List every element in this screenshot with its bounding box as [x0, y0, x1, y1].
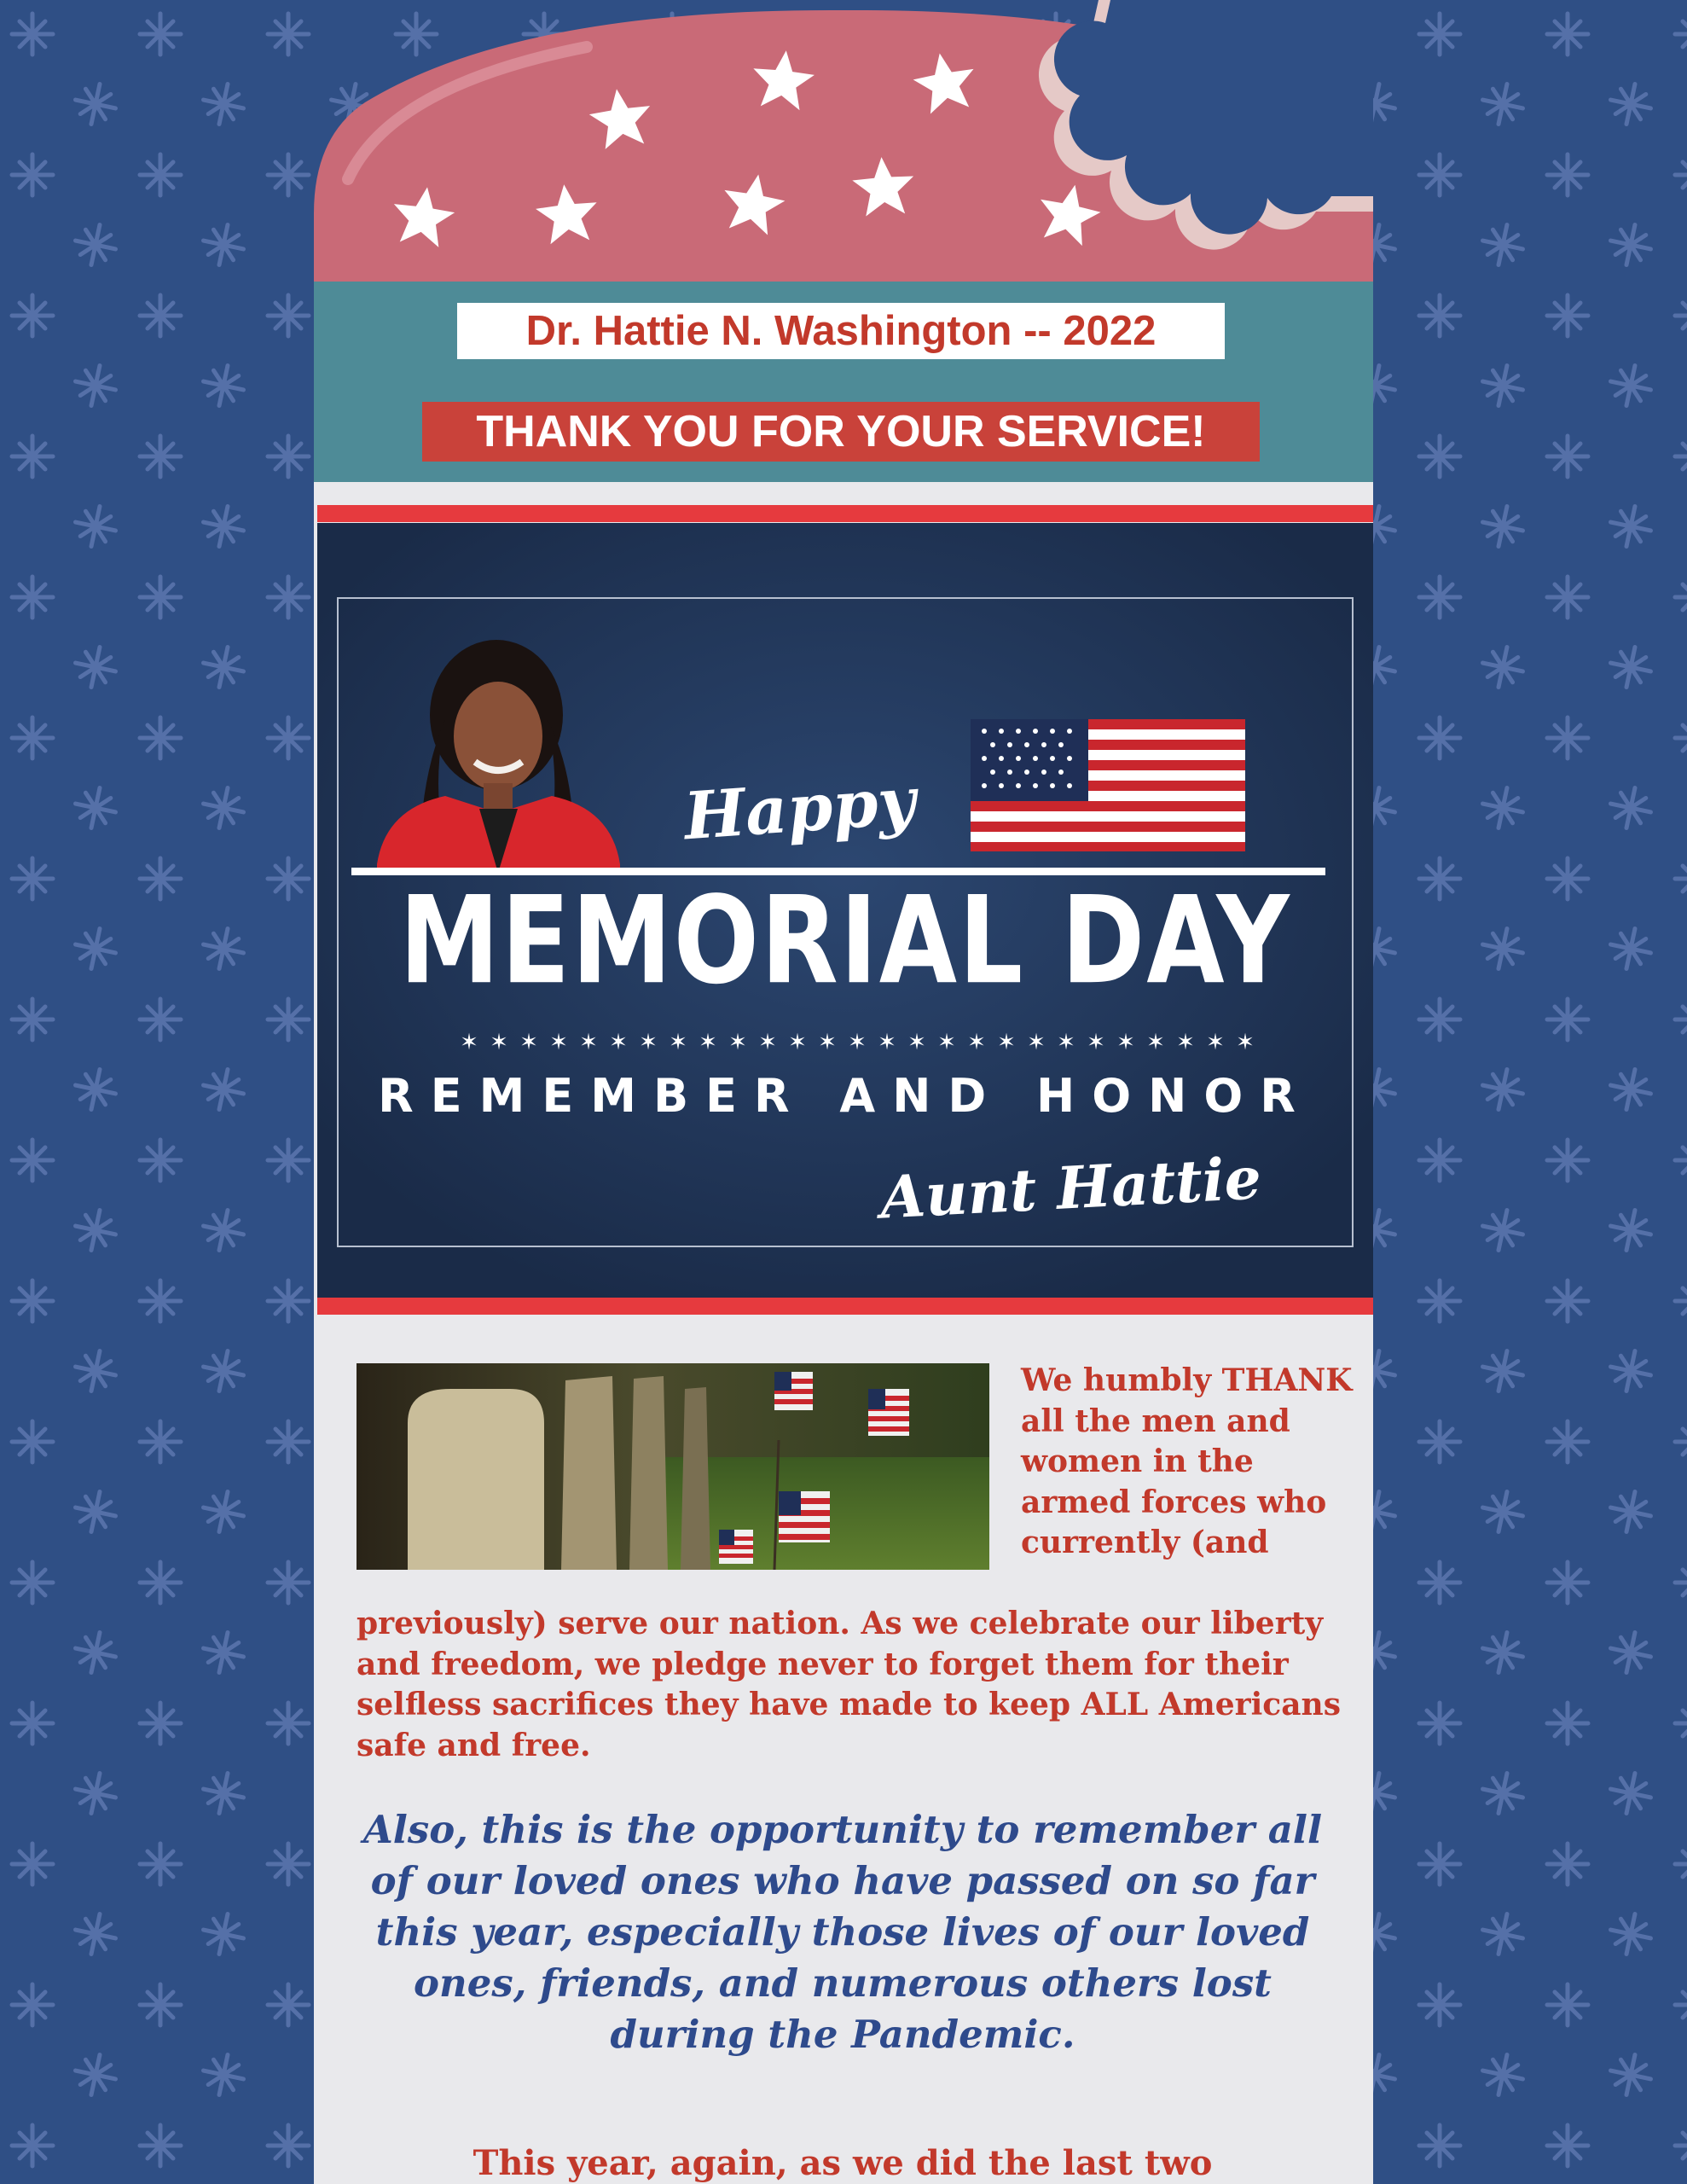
- svg-text:✶: ✶: [788, 1030, 807, 1055]
- svg-text:✶: ✶: [490, 1030, 508, 1055]
- svg-text:✶: ✶: [609, 1030, 628, 1055]
- svg-text:✶: ✶: [639, 1030, 658, 1055]
- memorial-day-banner: [317, 523, 1373, 1298]
- aunt-hattie-signature: Aunt Hattie: [878, 1144, 1263, 1233]
- memorial-card: [314, 0, 1373, 2184]
- cap-decoration: [314, 0, 1373, 282]
- svg-text:✶: ✶: [579, 1030, 598, 1055]
- american-flag-icon: [971, 719, 1245, 851]
- closing-line: This year, again, as we did the last two: [472, 2143, 1213, 2183]
- thank-you-paragraph-top: We humbly THANK all the men and women in the armed forces who currently (and: [1021, 1362, 1353, 1560]
- happy-script: Happy: [681, 762, 919, 855]
- svg-text:✶: ✶: [1087, 1030, 1105, 1055]
- svg-text:✶: ✶: [460, 1030, 478, 1055]
- svg-text:✶: ✶: [967, 1030, 986, 1055]
- thank-you-paragraph-continued: previously) serve our nation. As we celebrate our liberty and freedom, we pledge never to forget them for their selfless sacrifices they have made to keep ALL Americans safe and free.: [357, 1606, 1341, 1763]
- remembrance-paragraph: Also, this is the opportunity to remember all of our loved ones who have passed on so far this year, especially those lives of our loved ones, friends, and numerous others lost during the Pandemic.: [362, 1807, 1323, 2057]
- svg-text:✶: ✶: [848, 1030, 867, 1055]
- svg-text:✶: ✶: [1176, 1030, 1195, 1055]
- svg-text:✶: ✶: [997, 1030, 1016, 1055]
- svg-text:✶: ✶: [669, 1030, 687, 1055]
- page-title: Dr. Hattie N. Washington -- 2022: [457, 303, 1225, 359]
- svg-text:✶: ✶: [1146, 1030, 1165, 1055]
- svg-text:✶: ✶: [818, 1030, 837, 1055]
- svg-text:✶: ✶: [937, 1030, 956, 1055]
- svg-text:✶: ✶: [699, 1030, 717, 1055]
- svg-text:✶: ✶: [728, 1030, 747, 1055]
- cemetery-flags-photo: [357, 1363, 989, 1570]
- banner-bottom-divider: [317, 1298, 1373, 1315]
- svg-text:✶: ✶: [1057, 1030, 1075, 1055]
- banner-top-divider: [317, 505, 1373, 522]
- svg-text:✶: ✶: [549, 1030, 568, 1055]
- svg-text:✶: ✶: [907, 1030, 926, 1055]
- svg-text:✶: ✶: [519, 1030, 538, 1055]
- svg-text:✶: ✶: [1027, 1030, 1046, 1055]
- memorial-day-headline: MEMORIAL DAY: [399, 869, 1291, 1011]
- svg-text:✶: ✶: [1206, 1030, 1225, 1055]
- svg-text:✶: ✶: [1236, 1030, 1255, 1055]
- svg-text:✶: ✶: [878, 1030, 896, 1055]
- svg-text:✶: ✶: [1116, 1030, 1135, 1055]
- svg-text:✶: ✶: [758, 1030, 777, 1055]
- remember-honor-tagline: REMEMBER AND HONOR: [378, 1069, 1313, 1123]
- thank-you-heading: THANK YOU FOR YOUR SERVICE!: [422, 402, 1260, 462]
